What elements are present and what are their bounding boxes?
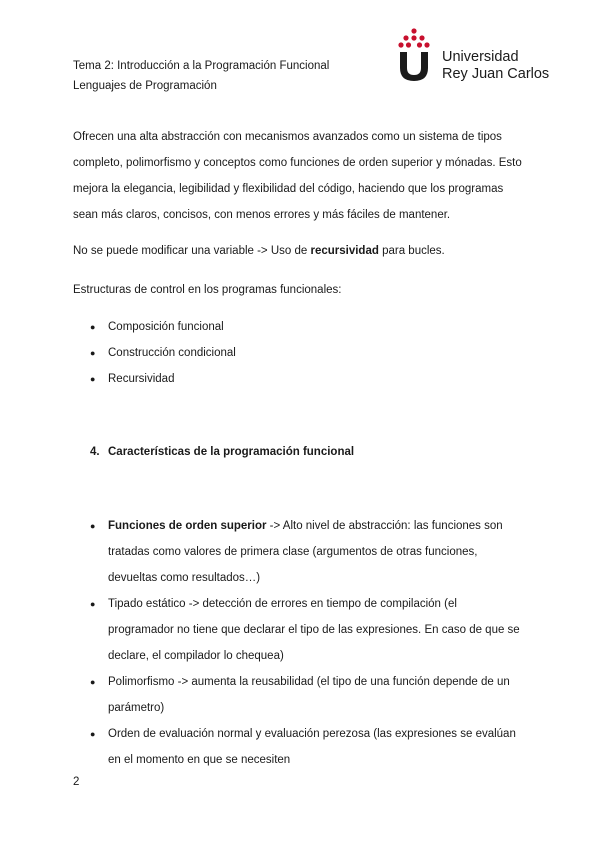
- section-title: Características de la programación funcional: [108, 446, 355, 458]
- list-item: ● Construcción condicional: [73, 340, 236, 366]
- section-number: 4.: [90, 446, 100, 458]
- list-item: ● Polimorfismo -> aumenta la reusabilidad (el tipo de una función depende de un parámetro): [73, 669, 523, 721]
- university-logo: [396, 28, 556, 88]
- section-heading: [90, 444, 354, 460]
- bullet-icon: ●: [90, 521, 96, 531]
- features-list: [73, 513, 523, 773]
- list-item: ● Composición funcional: [73, 314, 236, 340]
- bullet-icon: ●: [90, 677, 96, 687]
- recursion-paragraph: [73, 238, 445, 264]
- feature-bold: Funciones de orden superior: [108, 520, 267, 532]
- logo-line-2: Rey Juan Carlos: [442, 66, 550, 82]
- recursion-text-post: para bucles.: [378, 245, 445, 257]
- page-header: [73, 56, 329, 96]
- logo-text: [442, 49, 549, 83]
- bullet-icon: ●: [90, 348, 96, 358]
- recursion-keyword: recursividad: [310, 245, 379, 257]
- list-item: ● Recursividad: [73, 366, 236, 392]
- subject-title: Lenguajes de Programación: [73, 80, 217, 92]
- list-item: ● Orden de evaluación normal y evaluación perezosa (las expresiones se evalúan en el momento en que se necesiten: [73, 721, 523, 773]
- intro-paragraph: Ofrecen una alta abstracción con mecanismos avanzados como un sistema de tipos completo, polimorfismo y conceptos como funciones de orden superior y mónadas. Esto mejora la elegancia, legibilidad y flexibilidad del código, haciendo que los programas sean más claros, concisos, con menos errores y más fáciles de mantener.: [73, 131, 522, 221]
- page-number: 2: [73, 776, 80, 788]
- bullet-icon: ●: [90, 599, 96, 609]
- bullet-icon: ●: [90, 322, 96, 332]
- control-structures-list: [73, 314, 236, 392]
- list-item: ● Tipado estático -> detección de errores en tiempo de compilación (el programador no tiene que declarar el tipo de las expresiones. En caso de que se declare, el compilador lo chequea): [73, 591, 523, 669]
- logo-line-1: Universidad: [442, 49, 519, 65]
- bullet-icon: ●: [90, 374, 96, 384]
- recursion-text-pre: No se puede modificar una variable -> Uso de: [73, 245, 311, 257]
- bullet-icon: ●: [90, 729, 96, 739]
- control-structures-intro: Estructuras de control en los programas funcionales:: [73, 284, 342, 296]
- list-item: ● Funciones de orden superior -> Alto nivel de abstracción: las funciones son tratadas como valores de primera clase (argumentos de otras funciones, devueltas como resultados…): [73, 513, 523, 591]
- urjc-crown-icon: [396, 28, 432, 82]
- course-title: Tema 2: Introducción a la Programación Funcional: [73, 60, 330, 72]
